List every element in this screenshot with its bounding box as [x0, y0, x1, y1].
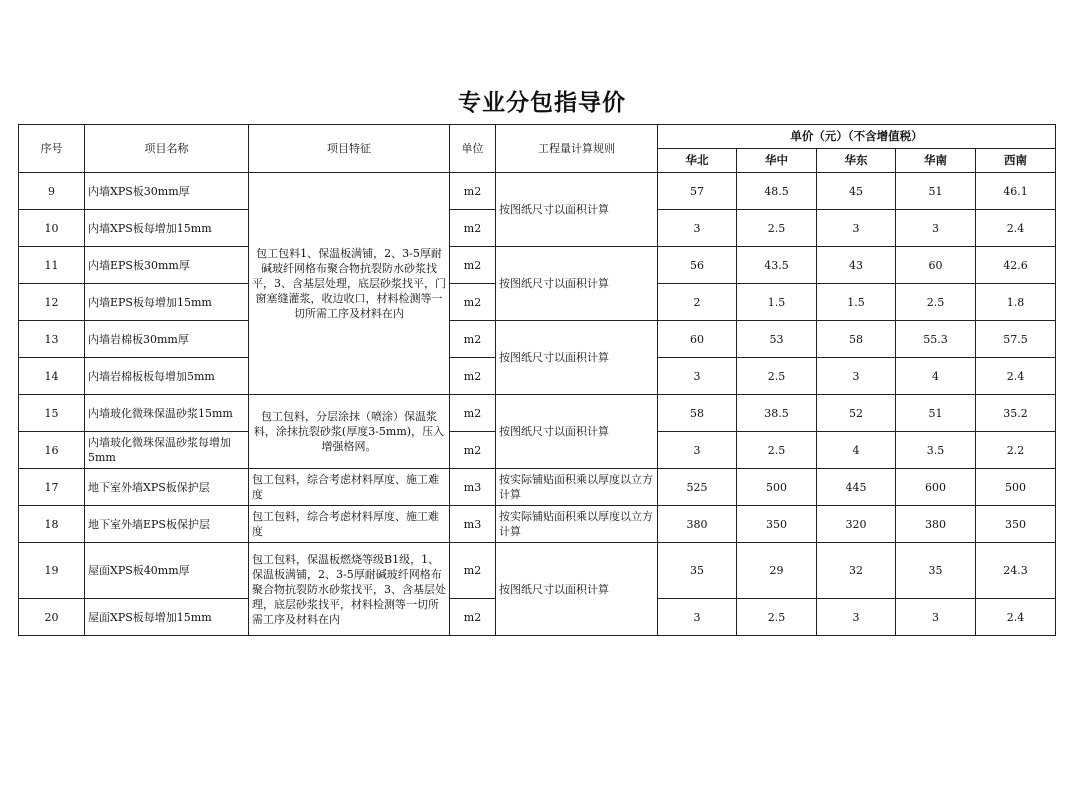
- header-price-group: 单价（元）（不含增值税）: [658, 125, 1056, 149]
- row-rule: 按图纸尺寸以面积计算: [496, 395, 658, 469]
- row-unit: m3: [450, 469, 496, 506]
- row-name: 地下室外墙XPS板保护层: [85, 469, 249, 506]
- table-row: [19, 247, 1056, 284]
- price-north: 35: [658, 543, 737, 599]
- header-rule: 工程量计算规则: [496, 125, 658, 173]
- price-south: 2.5: [896, 284, 976, 321]
- row-unit: m2: [450, 173, 496, 210]
- price-central: 29: [737, 543, 817, 599]
- row-name: 内墙岩棉板30mm厚: [85, 321, 249, 358]
- price-central: 350: [737, 506, 817, 543]
- row-name: 内墙玻化微珠保温砂浆15mm: [85, 395, 249, 432]
- row-unit: m2: [450, 210, 496, 247]
- row-unit: m2: [450, 599, 496, 636]
- table-row: [19, 543, 1056, 599]
- row-rule: 按图纸尺寸以面积计算: [496, 321, 658, 395]
- price-east: 445: [817, 469, 896, 506]
- header-region-south: 华南: [896, 149, 976, 173]
- price-central: 38.5: [737, 395, 817, 432]
- row-seq: 12: [19, 284, 85, 321]
- price-east: 3: [817, 599, 896, 636]
- price-southwest: 2.4: [976, 210, 1056, 247]
- row-unit: m2: [450, 432, 496, 469]
- price-central: 500: [737, 469, 817, 506]
- price-north: 3: [658, 432, 737, 469]
- price-south: 51: [896, 173, 976, 210]
- row-features: 包工包料，综合考虑材料厚度、施工难度: [249, 469, 450, 506]
- price-north: 3: [658, 599, 737, 636]
- price-north: 58: [658, 395, 737, 432]
- row-seq: 15: [19, 395, 85, 432]
- price-east: 4: [817, 432, 896, 469]
- price-central: 2.5: [737, 432, 817, 469]
- row-name: 屋面XPS板40mm厚: [85, 543, 249, 599]
- price-east: 32: [817, 543, 896, 599]
- price-south: 3: [896, 599, 976, 636]
- price-east: 3: [817, 210, 896, 247]
- price-east: 52: [817, 395, 896, 432]
- price-north: 380: [658, 506, 737, 543]
- row-unit: m2: [450, 247, 496, 284]
- row-name: 内墙EPS板每增加15mm: [85, 284, 249, 321]
- price-central: 1.5: [737, 284, 817, 321]
- row-features: 包工包料，分层涂抹（喷涂）保温浆料，涂抹抗裂砂浆(厚度3-5mm)，压入增强格网。: [249, 395, 450, 469]
- price-south: 60: [896, 247, 976, 284]
- price-southwest: 500: [976, 469, 1056, 506]
- header-region-east: 华东: [817, 149, 896, 173]
- row-seq: 20: [19, 599, 85, 636]
- row-features: 包工包料1、保温板满铺，2、3-5厚耐碱玻纤网格布聚合物抗裂防水砂浆找平，3、含基层处理，底层砂浆找平，门窗塞缝灌浆，收边收口，材料检测等一切所需工序及材料在内: [249, 173, 450, 395]
- price-east: 320: [817, 506, 896, 543]
- row-features: 包工包料，保温板燃烧等级B1级，1、保温板满铺，2、3-5厚耐碱玻纤网格布聚合物抗裂防水砂浆找平，3、含基层处理，底层砂浆找平，材料检测等一切所需工序及材料在内: [249, 543, 450, 636]
- row-unit: m2: [450, 395, 496, 432]
- row-unit: m2: [450, 321, 496, 358]
- row-rule: 按图纸尺寸以面积计算: [496, 247, 658, 321]
- price-southwest: 35.2: [976, 395, 1056, 432]
- price-southwest: 24.3: [976, 543, 1056, 599]
- row-seq: 16: [19, 432, 85, 469]
- row-rule: 按实际铺贴面积乘以厚度以立方计算: [496, 506, 658, 543]
- table-row: [19, 395, 1056, 432]
- price-south: 55.3: [896, 321, 976, 358]
- row-seq: 19: [19, 543, 85, 599]
- price-north: 60: [658, 321, 737, 358]
- price-central: 43.5: [737, 247, 817, 284]
- price-north: 3: [658, 358, 737, 395]
- price-east: 43: [817, 247, 896, 284]
- row-seq: 9: [19, 173, 85, 210]
- price-southwest: 2.4: [976, 358, 1056, 395]
- row-seq: 18: [19, 506, 85, 543]
- row-name: 屋面XPS板每增加15mm: [85, 599, 249, 636]
- price-south: 600: [896, 469, 976, 506]
- price-southwest: 2.4: [976, 599, 1056, 636]
- row-seq: 10: [19, 210, 85, 247]
- table-row: [19, 469, 1056, 506]
- page-title: 专业分包指导价: [458, 90, 626, 116]
- header-row: [19, 125, 1056, 149]
- price-east: 58: [817, 321, 896, 358]
- price-south: 51: [896, 395, 976, 432]
- header-name: 项目名称: [85, 125, 249, 173]
- table-row: [19, 506, 1056, 543]
- price-south: 4: [896, 358, 976, 395]
- header-region-southwest: 西南: [976, 149, 1056, 173]
- price-southwest: 2.2: [976, 432, 1056, 469]
- row-seq: 13: [19, 321, 85, 358]
- row-name: 内墙XPS板30mm厚: [85, 173, 249, 210]
- price-south: 35: [896, 543, 976, 599]
- price-north: 2: [658, 284, 737, 321]
- row-seq: 17: [19, 469, 85, 506]
- price-north: 3: [658, 210, 737, 247]
- price-table: [18, 124, 1056, 636]
- price-southwest: 46.1: [976, 173, 1056, 210]
- header-features: 项目特征: [249, 125, 450, 173]
- price-southwest: 57.5: [976, 321, 1056, 358]
- header-region-central: 华中: [737, 149, 817, 173]
- price-south: 3: [896, 210, 976, 247]
- row-name: 地下室外墙EPS板保护层: [85, 506, 249, 543]
- price-southwest: 1.8: [976, 284, 1056, 321]
- price-north: 525: [658, 469, 737, 506]
- row-seq: 14: [19, 358, 85, 395]
- header-region-north: 华北: [658, 149, 737, 173]
- row-name: 内墙XPS板每增加15mm: [85, 210, 249, 247]
- price-central: 2.5: [737, 210, 817, 247]
- price-southwest: 42.6: [976, 247, 1056, 284]
- price-central: 48.5: [737, 173, 817, 210]
- row-name: 内墙岩棉板板每增加5mm: [85, 358, 249, 395]
- price-east: 45: [817, 173, 896, 210]
- row-rule: 按实际铺贴面积乘以厚度以立方计算: [496, 469, 658, 506]
- row-rule: 按图纸尺寸以面积计算: [496, 543, 658, 636]
- row-unit: m3: [450, 506, 496, 543]
- price-central: 53: [737, 321, 817, 358]
- row-unit: m2: [450, 358, 496, 395]
- row-unit: m2: [450, 284, 496, 321]
- row-rule: 按图纸尺寸以面积计算: [496, 173, 658, 247]
- price-south: 3.5: [896, 432, 976, 469]
- price-north: 57: [658, 173, 737, 210]
- price-north: 56: [658, 247, 737, 284]
- row-name: 内墙玻化微珠保温砂浆每增加5mm: [85, 432, 249, 469]
- table-row: [19, 173, 1056, 210]
- price-central: 2.5: [737, 358, 817, 395]
- row-name: 内墙EPS板30mm厚: [85, 247, 249, 284]
- price-east: 3: [817, 358, 896, 395]
- table-row: [19, 321, 1056, 358]
- price-south: 380: [896, 506, 976, 543]
- row-features: 包工包料，综合考虑材料厚度、施工难度: [249, 506, 450, 543]
- price-east: 1.5: [817, 284, 896, 321]
- header-seq: 序号: [19, 125, 85, 173]
- row-seq: 11: [19, 247, 85, 284]
- header-unit: 单位: [450, 125, 496, 173]
- price-southwest: 350: [976, 506, 1056, 543]
- row-unit: m2: [450, 543, 496, 599]
- price-central: 2.5: [737, 599, 817, 636]
